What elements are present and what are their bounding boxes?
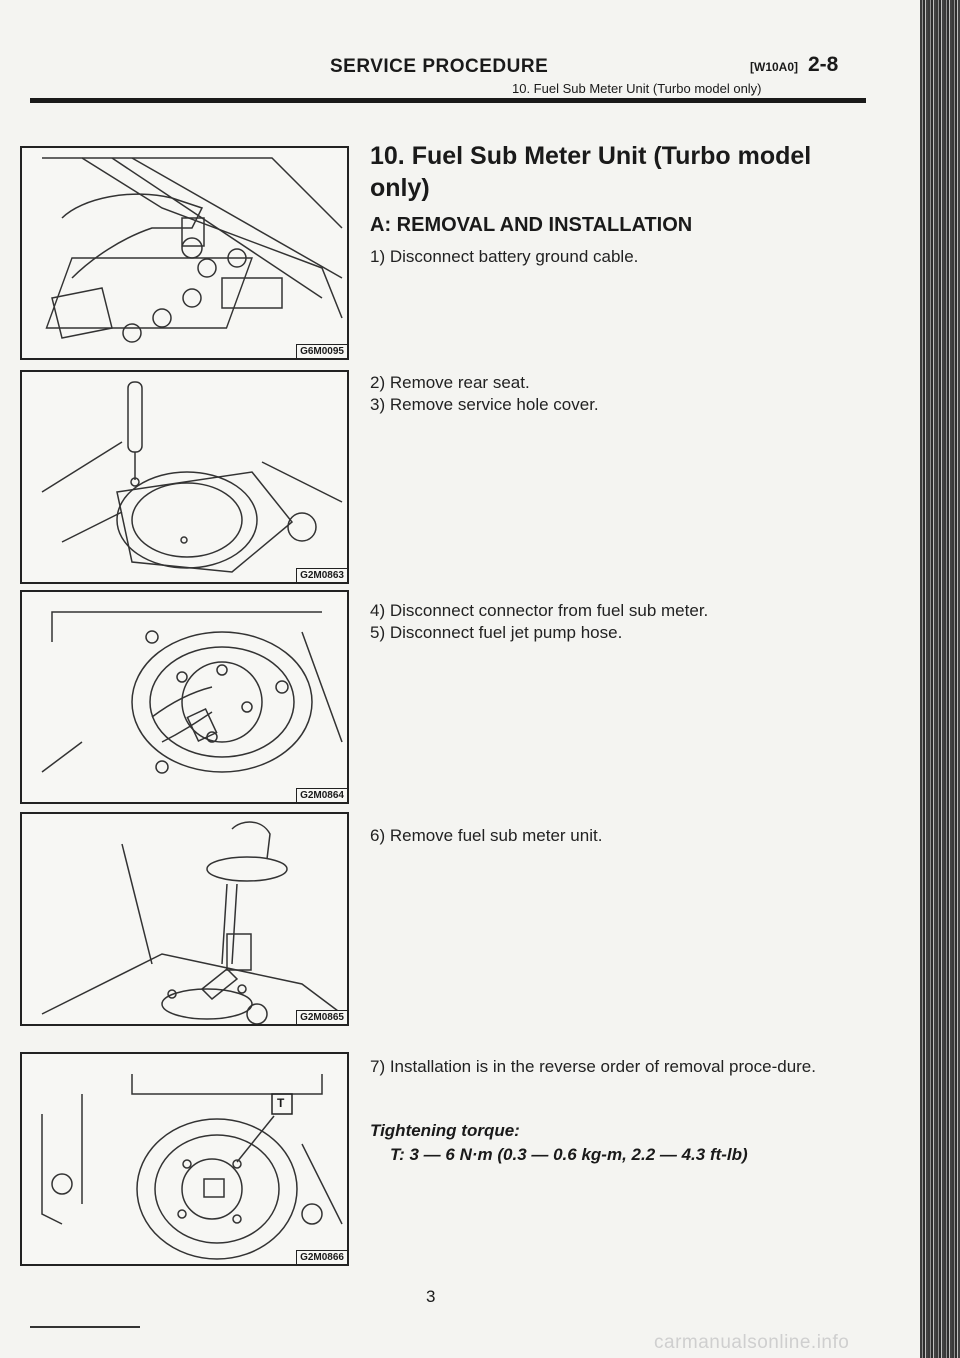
header-title: SERVICE PROCEDURE xyxy=(330,56,549,77)
section-title: 10. Fuel Sub Meter Unit (Turbo model only) xyxy=(370,142,812,202)
section-subtitle: A: REMOVAL AND INSTALLATION xyxy=(370,214,693,236)
header-rule xyxy=(30,98,866,103)
header-subtitle: 10. Fuel Sub Meter Unit (Turbo model only) xyxy=(512,81,762,96)
figure-remove-unit xyxy=(20,812,349,1026)
torque-callout: T xyxy=(277,1096,285,1110)
figure-code: G6M0095 xyxy=(296,344,347,358)
figure-code: G2M0864 xyxy=(296,788,347,802)
step-7: 7) Installation is in the reverse order of removal proce-dure. xyxy=(370,1057,816,1076)
figure-code: G2M0863 xyxy=(296,568,347,582)
service-hole-illustration xyxy=(22,372,347,582)
scan-edge-strip xyxy=(920,0,960,1358)
step-5: 5) Disconnect fuel jet pump hose. xyxy=(370,623,623,642)
connector-illustration xyxy=(22,592,347,802)
step-1: 1) Disconnect battery ground cable. xyxy=(370,247,639,266)
bottom-left-mark xyxy=(30,1326,140,1328)
step-2: 2) Remove rear seat. xyxy=(370,373,530,392)
torque-value: T: 3 — 6 N·m (0.3 — 0.6 kg-m, 2.2 — 4.3 ft-lb) xyxy=(390,1145,748,1164)
step-6: 6) Remove fuel sub meter unit. xyxy=(370,826,603,845)
figure-code: G2M0866 xyxy=(296,1250,347,1264)
step-4: 4) Disconnect connector from fuel sub meter. xyxy=(370,601,709,620)
torque-label: Tightening torque: xyxy=(370,1121,520,1140)
figure-battery-cable xyxy=(20,146,349,360)
header-page-ref: 2-8 xyxy=(808,53,839,76)
page-header xyxy=(0,0,960,120)
figure-installation xyxy=(20,1052,349,1266)
step-3: 3) Remove service hole cover. xyxy=(370,395,599,414)
watermark: carmanualsonline.info xyxy=(654,1332,850,1353)
figure-service-hole-cover xyxy=(20,370,349,584)
remove-unit-illustration xyxy=(22,814,347,1024)
figure-connector xyxy=(20,590,349,804)
installation-illustration xyxy=(22,1054,347,1264)
figure-code: G2M0865 xyxy=(296,1010,347,1024)
page-number: 3 xyxy=(426,1287,436,1306)
header-code: [W10A0] xyxy=(750,60,799,74)
battery-illustration xyxy=(22,148,347,358)
